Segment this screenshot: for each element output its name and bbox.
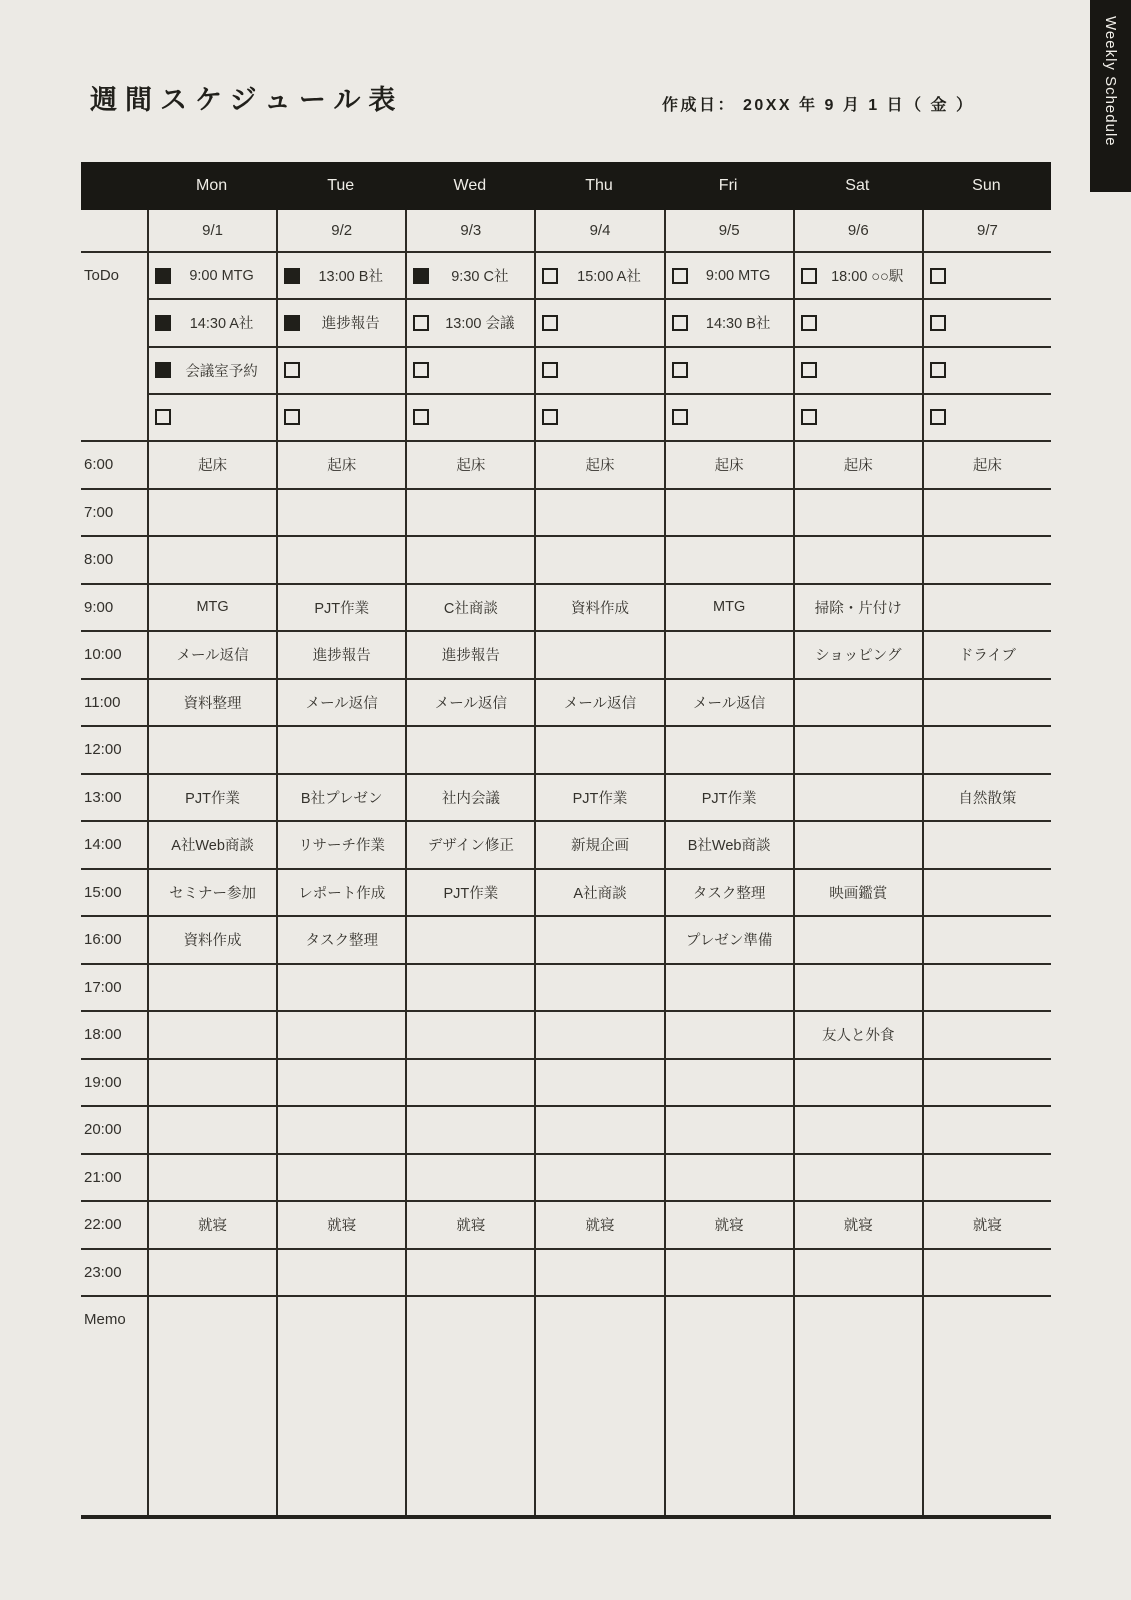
todo-cell xyxy=(664,395,793,442)
todo-cell xyxy=(664,348,793,395)
schedule-cell xyxy=(922,537,1051,585)
todo-cell xyxy=(793,253,922,300)
schedule-cell: 就寝 xyxy=(405,1202,534,1250)
time-label: 15:00 xyxy=(81,870,147,918)
schedule-cell xyxy=(405,490,534,538)
todo-cell xyxy=(147,395,276,442)
todo-text: 会議室予約 xyxy=(185,363,258,380)
time-label: 18:00 xyxy=(81,1012,147,1060)
schedule-cell xyxy=(793,775,922,823)
schedule-cell: B社Web商談 xyxy=(664,822,793,870)
todo-cell xyxy=(276,300,405,347)
todo-cell xyxy=(922,348,1051,395)
schedule-cell: 起床 xyxy=(922,442,1051,490)
empty-checkbox-icon[interactable] xyxy=(672,315,688,331)
schedule-cell: メール返信 xyxy=(147,632,276,680)
schedule-cell xyxy=(664,490,793,538)
schedule-cell xyxy=(793,727,922,775)
schedule-cell: タスク整理 xyxy=(664,870,793,918)
schedule-cell: 起床 xyxy=(793,442,922,490)
schedule-cell xyxy=(534,1155,663,1203)
schedule-cell xyxy=(793,537,922,585)
schedule-cell: 進捗報告 xyxy=(405,632,534,680)
created-date: 作成日： 20XX 年 9 月 1 日（ 金 ） xyxy=(662,97,975,114)
todo-cell xyxy=(147,348,276,395)
empty-checkbox-icon[interactable] xyxy=(801,315,817,331)
schedule-cell: メール返信 xyxy=(534,680,663,728)
schedule-cell: PJT作業 xyxy=(664,775,793,823)
schedule-cell xyxy=(534,917,663,965)
schedule-cell: 友人と外食 xyxy=(793,1012,922,1060)
schedule-cell xyxy=(405,1107,534,1155)
todo-text: 13:00 B社 xyxy=(318,269,383,286)
schedule-cell xyxy=(147,727,276,775)
schedule-cell: 就寝 xyxy=(793,1202,922,1250)
schedule-cell: 進捗報告 xyxy=(276,632,405,680)
schedule-cell xyxy=(276,1107,405,1155)
schedule-cell xyxy=(405,537,534,585)
schedule-cell xyxy=(922,1060,1051,1108)
schedule-cell: 映画鑑賞 xyxy=(793,870,922,918)
empty-checkbox-icon[interactable] xyxy=(413,409,429,425)
schedule-cell: 資料整理 xyxy=(147,680,276,728)
todo-text: 9:30 C社 xyxy=(451,269,509,286)
schedule-cell xyxy=(276,1012,405,1060)
schedule-cell: MTG xyxy=(147,585,276,633)
empty-checkbox-icon[interactable] xyxy=(284,362,300,378)
memo-cell xyxy=(534,1297,663,1515)
schedule-cell: 就寝 xyxy=(664,1202,793,1250)
day-header-wed: Wed xyxy=(453,177,487,194)
schedule-cell: 就寝 xyxy=(534,1202,663,1250)
todo-cell xyxy=(922,253,1051,300)
schedule-cell xyxy=(405,1250,534,1298)
ribbon-label: Weekly Schedule xyxy=(1102,16,1119,147)
schedule-cell xyxy=(664,537,793,585)
empty-checkbox-icon[interactable] xyxy=(284,409,300,425)
empty-checkbox-icon[interactable] xyxy=(672,268,688,284)
todo-text: 進捗報告 xyxy=(321,316,380,333)
time-label: 19:00 xyxy=(81,1060,147,1108)
memo-cell xyxy=(405,1297,534,1515)
todo-text: 15:00 A社 xyxy=(577,269,641,286)
schedule-cell xyxy=(793,965,922,1013)
schedule-cell xyxy=(534,965,663,1013)
schedule-cell xyxy=(664,1060,793,1108)
schedule-cell xyxy=(276,727,405,775)
schedule-cell: C社商談 xyxy=(405,585,534,633)
schedule-cell xyxy=(922,680,1051,728)
schedule-cell xyxy=(793,822,922,870)
schedule-cell xyxy=(147,1060,276,1108)
schedule-cell xyxy=(276,537,405,585)
todo-label: ToDo xyxy=(81,253,147,442)
todo-text: 14:30 A社 xyxy=(189,316,254,333)
empty-checkbox-icon[interactable] xyxy=(542,315,558,331)
schedule-cell xyxy=(664,632,793,680)
schedule-cell: ドライブ xyxy=(922,632,1051,680)
schedule-cell: 資料作成 xyxy=(147,917,276,965)
empty-checkbox-icon[interactable] xyxy=(542,409,558,425)
todo-cell xyxy=(405,395,534,442)
day-header-sat: Sat xyxy=(845,177,870,194)
schedule-cell xyxy=(276,1250,405,1298)
time-label: 9:00 xyxy=(81,585,147,633)
empty-checkbox-icon[interactable] xyxy=(801,268,817,284)
schedule-cell xyxy=(276,1155,405,1203)
todo-cell xyxy=(276,395,405,442)
time-label: 13:00 xyxy=(81,775,147,823)
schedule-cell xyxy=(276,490,405,538)
todo-cell xyxy=(793,300,922,347)
schedule-cell: PJT作業 xyxy=(147,775,276,823)
date-cell: 9/6 xyxy=(793,210,922,253)
todo-cell xyxy=(534,395,663,442)
todo-text: 9:00 MTG xyxy=(705,267,771,284)
schedule-cell xyxy=(922,490,1051,538)
day-header-tue: Tue xyxy=(327,177,355,194)
schedule-cell xyxy=(793,1250,922,1298)
schedule-cell: 新規企画 xyxy=(534,822,663,870)
time-label: 14:00 xyxy=(81,822,147,870)
todo-cell xyxy=(405,348,534,395)
schedule-cell xyxy=(793,1155,922,1203)
time-label: 10:00 xyxy=(81,632,147,680)
schedule-cell: タスク整理 xyxy=(276,917,405,965)
date-row-spacer xyxy=(81,210,147,253)
day-header-thu: Thu xyxy=(585,177,613,194)
memo-cell xyxy=(793,1297,922,1515)
empty-checkbox-icon[interactable] xyxy=(155,409,171,425)
schedule-cell: ショッピング xyxy=(793,632,922,680)
schedule-cell: 起床 xyxy=(276,442,405,490)
schedule-cell xyxy=(276,965,405,1013)
empty-checkbox-icon[interactable] xyxy=(930,268,946,284)
schedule-cell xyxy=(405,1012,534,1060)
todo-cell xyxy=(405,253,534,300)
schedule-cell xyxy=(664,1012,793,1060)
time-label: 11:00 xyxy=(81,680,147,728)
day-header-spacer xyxy=(81,162,147,210)
schedule-cell xyxy=(922,917,1051,965)
schedule-cell xyxy=(793,1107,922,1155)
todo-text: 18:00 ○○駅 xyxy=(831,269,904,286)
schedule-cell xyxy=(922,965,1051,1013)
schedule-cell xyxy=(534,1250,663,1298)
empty-checkbox-icon[interactable] xyxy=(801,409,817,425)
schedule-cell xyxy=(405,965,534,1013)
schedule-cell xyxy=(405,917,534,965)
schedule-cell xyxy=(147,1250,276,1298)
empty-checkbox-icon[interactable] xyxy=(930,362,946,378)
schedule-cell xyxy=(276,1060,405,1108)
checked-checkbox-icon[interactable] xyxy=(155,268,171,284)
memo-cell xyxy=(276,1297,405,1515)
schedule-cell xyxy=(922,1012,1051,1060)
schedule-cell xyxy=(405,1155,534,1203)
schedule-cell xyxy=(922,870,1051,918)
schedule-cell: 就寝 xyxy=(276,1202,405,1250)
schedule-cell xyxy=(534,490,663,538)
checked-checkbox-icon[interactable] xyxy=(413,268,429,284)
schedule-cell: セミナー参加 xyxy=(147,870,276,918)
todo-cell xyxy=(405,300,534,347)
schedule-cell xyxy=(534,1107,663,1155)
empty-checkbox-icon[interactable] xyxy=(930,409,946,425)
todo-cell xyxy=(276,253,405,300)
schedule-cell xyxy=(922,1107,1051,1155)
date-cell: 9/3 xyxy=(405,210,534,253)
time-label: 8:00 xyxy=(81,537,147,585)
schedule-cell xyxy=(793,917,922,965)
todo-cell xyxy=(534,253,663,300)
day-header-sun: Sun xyxy=(972,177,1001,194)
schedule-cell xyxy=(534,727,663,775)
memo-cell xyxy=(664,1297,793,1515)
empty-checkbox-icon[interactable] xyxy=(801,362,817,378)
schedule-cell: A社商談 xyxy=(534,870,663,918)
schedule-grid xyxy=(81,210,1051,1519)
date-cell: 9/7 xyxy=(922,210,1051,253)
schedule-cell xyxy=(793,490,922,538)
schedule-cell: リサーチ作業 xyxy=(276,822,405,870)
schedule-cell xyxy=(922,585,1051,633)
schedule-cell: プレゼン準備 xyxy=(664,917,793,965)
checked-checkbox-icon[interactable] xyxy=(155,362,171,378)
time-label: 12:00 xyxy=(81,727,147,775)
schedule-cell: 資料作成 xyxy=(534,585,663,633)
schedule-cell: 社内会議 xyxy=(405,775,534,823)
empty-checkbox-icon[interactable] xyxy=(672,362,688,378)
schedule-cell xyxy=(922,1250,1051,1298)
empty-checkbox-icon[interactable] xyxy=(672,409,688,425)
todo-cell xyxy=(922,395,1051,442)
todo-text: 14:30 B社 xyxy=(705,316,771,333)
memo-cell xyxy=(922,1297,1051,1515)
date-cell: 9/5 xyxy=(664,210,793,253)
date-cell: 9/1 xyxy=(147,210,276,253)
todo-cell xyxy=(276,348,405,395)
schedule-cell xyxy=(922,1155,1051,1203)
schedule-cell: 就寝 xyxy=(922,1202,1051,1250)
schedule-cell: メール返信 xyxy=(664,680,793,728)
todo-text: 9:00 MTG xyxy=(189,267,254,284)
time-label: 17:00 xyxy=(81,965,147,1013)
schedule-cell: B社プレゼン xyxy=(276,775,405,823)
time-label: 22:00 xyxy=(81,1202,147,1250)
time-label: 21:00 xyxy=(81,1155,147,1203)
checked-checkbox-icon[interactable] xyxy=(155,315,171,331)
schedule-cell: 起床 xyxy=(534,442,663,490)
schedule-cell xyxy=(664,1155,793,1203)
todo-cell xyxy=(147,300,276,347)
schedule-cell: 掃除・片付け xyxy=(793,585,922,633)
schedule-cell: 就寝 xyxy=(147,1202,276,1250)
checked-checkbox-icon[interactable] xyxy=(284,268,300,284)
schedule-cell xyxy=(147,537,276,585)
schedule-cell: A社Web商談 xyxy=(147,822,276,870)
schedule-cell xyxy=(147,1012,276,1060)
todo-cell xyxy=(534,348,663,395)
empty-checkbox-icon[interactable] xyxy=(413,315,429,331)
schedule-cell xyxy=(147,965,276,1013)
schedule-cell xyxy=(534,1012,663,1060)
empty-checkbox-icon[interactable] xyxy=(542,268,558,284)
schedule-cell: 自然散策 xyxy=(922,775,1051,823)
memo-label: Memo xyxy=(84,1311,126,1328)
schedule-cell: メール返信 xyxy=(405,680,534,728)
schedule-cell: PJT作業 xyxy=(405,870,534,918)
todo-text: 13:00 会議 xyxy=(445,316,515,333)
time-label: 23:00 xyxy=(81,1250,147,1298)
checked-checkbox-icon[interactable] xyxy=(284,315,300,331)
schedule-cell: PJT作業 xyxy=(276,585,405,633)
schedule-cell xyxy=(664,1107,793,1155)
schedule-cell: レポート作成 xyxy=(276,870,405,918)
todo-cell xyxy=(664,253,793,300)
schedule-cell: 起床 xyxy=(405,442,534,490)
time-label: 16:00 xyxy=(81,917,147,965)
schedule-cell xyxy=(405,1060,534,1108)
time-label: 6:00 xyxy=(81,442,147,490)
schedule-cell: 起床 xyxy=(147,442,276,490)
todo-cell xyxy=(147,253,276,300)
schedule-cell xyxy=(147,1155,276,1203)
schedule-cell xyxy=(793,680,922,728)
date-cell: 9/4 xyxy=(534,210,663,253)
schedule-cell xyxy=(147,490,276,538)
schedule-cell: 起床 xyxy=(664,442,793,490)
schedule-cell xyxy=(922,822,1051,870)
todo-cell xyxy=(793,395,922,442)
schedule-cell xyxy=(664,1250,793,1298)
todo-cell xyxy=(793,348,922,395)
schedule-cell xyxy=(534,1060,663,1108)
day-header-row xyxy=(81,162,1051,210)
schedule-cell xyxy=(405,727,534,775)
schedule-cell: PJT作業 xyxy=(534,775,663,823)
schedule-cell xyxy=(793,1060,922,1108)
schedule-cell xyxy=(922,727,1051,775)
schedule-cell xyxy=(664,727,793,775)
schedule-cell xyxy=(534,632,663,680)
empty-checkbox-icon[interactable] xyxy=(413,362,429,378)
time-label: 7:00 xyxy=(81,490,147,538)
empty-checkbox-icon[interactable] xyxy=(542,362,558,378)
schedule-cell: MTG xyxy=(664,585,793,633)
memo-cell xyxy=(147,1297,276,1515)
schedule-table xyxy=(81,162,1051,1519)
time-label: 20:00 xyxy=(81,1107,147,1155)
date-cell: 9/2 xyxy=(276,210,405,253)
day-header-fri: Fri xyxy=(718,177,738,194)
schedule-cell xyxy=(147,1107,276,1155)
schedule-cell xyxy=(664,965,793,1013)
schedule-cell: メール返信 xyxy=(276,680,405,728)
todo-cell xyxy=(534,300,663,347)
todo-cell xyxy=(664,300,793,347)
corner-ribbon xyxy=(1090,0,1131,192)
schedule-cell xyxy=(534,537,663,585)
page-title: 週間スケジュール表 xyxy=(90,85,404,115)
day-header-mon: Mon xyxy=(196,177,228,194)
schedule-cell: デザイン修正 xyxy=(405,822,534,870)
empty-checkbox-icon[interactable] xyxy=(930,315,946,331)
todo-cell xyxy=(922,300,1051,347)
